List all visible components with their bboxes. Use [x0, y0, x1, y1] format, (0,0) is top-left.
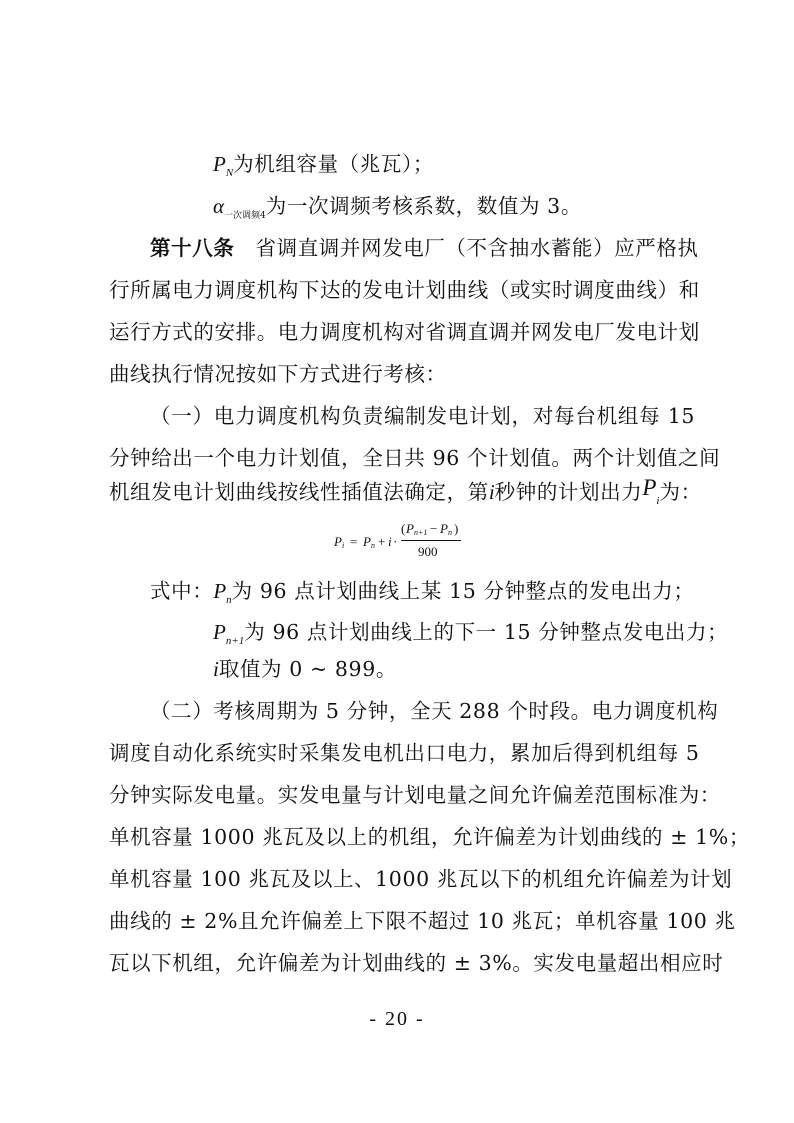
- paragraph-line: （一）电力调度机构负责编制发电计划，对每台机组每 15: [150, 404, 695, 428]
- var-p: P: [213, 579, 227, 603]
- formula-denominator: 900: [418, 544, 438, 559]
- definition-text: 取值为 0 ~ 899。: [218, 657, 397, 681]
- article-text: 省调直调并网发电厂（不含抽水蓄能）应严格执: [234, 236, 699, 260]
- definition-text: 为 96 点计划曲线上某 15 分钟整点的发电出力；: [231, 579, 695, 603]
- text-span: 秒钟的计划出力: [494, 480, 643, 504]
- sub-n1: n+1: [225, 635, 245, 647]
- fraction-bar: [401, 540, 461, 541]
- sub-alpha: 一次调频4: [224, 211, 266, 221]
- interpolation-formula: [330, 523, 480, 563]
- formula-minus: −: [430, 521, 438, 536]
- formula-plus: +: [378, 534, 386, 549]
- paragraph-line: 调度自动化系统实时采集发电机出口电力，累加后得到机组每 5: [109, 741, 700, 765]
- var-alpha: α: [213, 194, 225, 218]
- var-p: P: [213, 620, 226, 644]
- where-pn: [150, 577, 736, 614]
- sub-n: N: [225, 167, 234, 179]
- paragraph-line: 运行方式的安排。电力调度机构对省调直调并网发电厂发电计划: [109, 320, 700, 344]
- paragraph-line: 单机容量 1000 兆瓦及以上的机组，允许偏差为计划曲线的 ± 1%；: [109, 825, 750, 849]
- paragraph-line: 分钟实际发电量。实发电量与计划电量之间允许偏差范围标准为：: [109, 783, 721, 807]
- sub-n: n: [226, 594, 232, 606]
- var-p: P: [642, 475, 657, 500]
- var-i: i: [213, 657, 219, 681]
- definition-text: 为一次调频考核系数，数值为 3。: [265, 194, 582, 218]
- formula-num-p2: P: [440, 521, 448, 536]
- formula-paren: ): [454, 521, 459, 536]
- sub-i: i: [656, 495, 660, 507]
- text-span: 机组发电计划曲线按线性插值法确定，第: [109, 480, 489, 504]
- where-i: [213, 655, 397, 683]
- paragraph-line: 曲线的 ± 2%且允许偏差上下限不超过 10 兆瓦；单机容量 100 兆: [109, 909, 736, 933]
- formula-lhs-sub: i: [342, 541, 345, 550]
- formula-num-p2-sub: n: [448, 528, 452, 537]
- definition-text: 为 96 点计划曲线上的下一 15 分钟整点发电出力；: [244, 620, 729, 644]
- article-18-first-line: [150, 234, 699, 262]
- paragraph-line: 分钟给出一个电力计划值，全日共 96 个计划值。两个计划值之间: [109, 446, 721, 470]
- formula-p: P: [363, 534, 371, 549]
- paragraph-line: 曲线执行情况按如下方式进行考核：: [109, 362, 447, 386]
- paragraph-line: 瓦以下机组，允许偏差为计划曲线的 ± 3%。实发电量超出相应时: [109, 951, 724, 975]
- formula-dot: ·: [393, 534, 398, 549]
- text-span: 为：: [659, 480, 702, 504]
- page-number: - 20 -: [369, 1008, 425, 1030]
- paragraph-line: 单机容量 100 兆瓦及以上、1000 兆瓦以下的机组允许偏差为计划: [109, 867, 733, 891]
- formula-paren: (: [401, 521, 406, 536]
- formula-lhs: P: [334, 534, 342, 549]
- paragraph-line: （二）考核周期为 5 分钟，全天 288 个时段。电力调度机构: [150, 699, 719, 723]
- formula-num-p1-sub: n+1: [414, 528, 428, 537]
- formula-i: i: [388, 534, 392, 549]
- formula-eq: =: [350, 534, 358, 549]
- formula-p-sub: n: [371, 541, 375, 550]
- formula-num-p1: P: [406, 521, 414, 536]
- definition-text: 为机组容量（兆瓦）；: [233, 152, 434, 176]
- var-p: P: [213, 152, 226, 176]
- var-i: i: [488, 480, 495, 504]
- definition-alpha: [213, 192, 582, 230]
- definition-pn: [213, 150, 434, 187]
- paragraph-line: 行所属电力调度机构下达的发电计划曲线（或实时调度曲线）和: [109, 278, 700, 302]
- article-heading: 第十八条: [150, 236, 235, 260]
- paragraph-line: [109, 474, 702, 515]
- where-label: 式中：: [150, 579, 214, 603]
- where-pn1: [213, 618, 728, 655]
